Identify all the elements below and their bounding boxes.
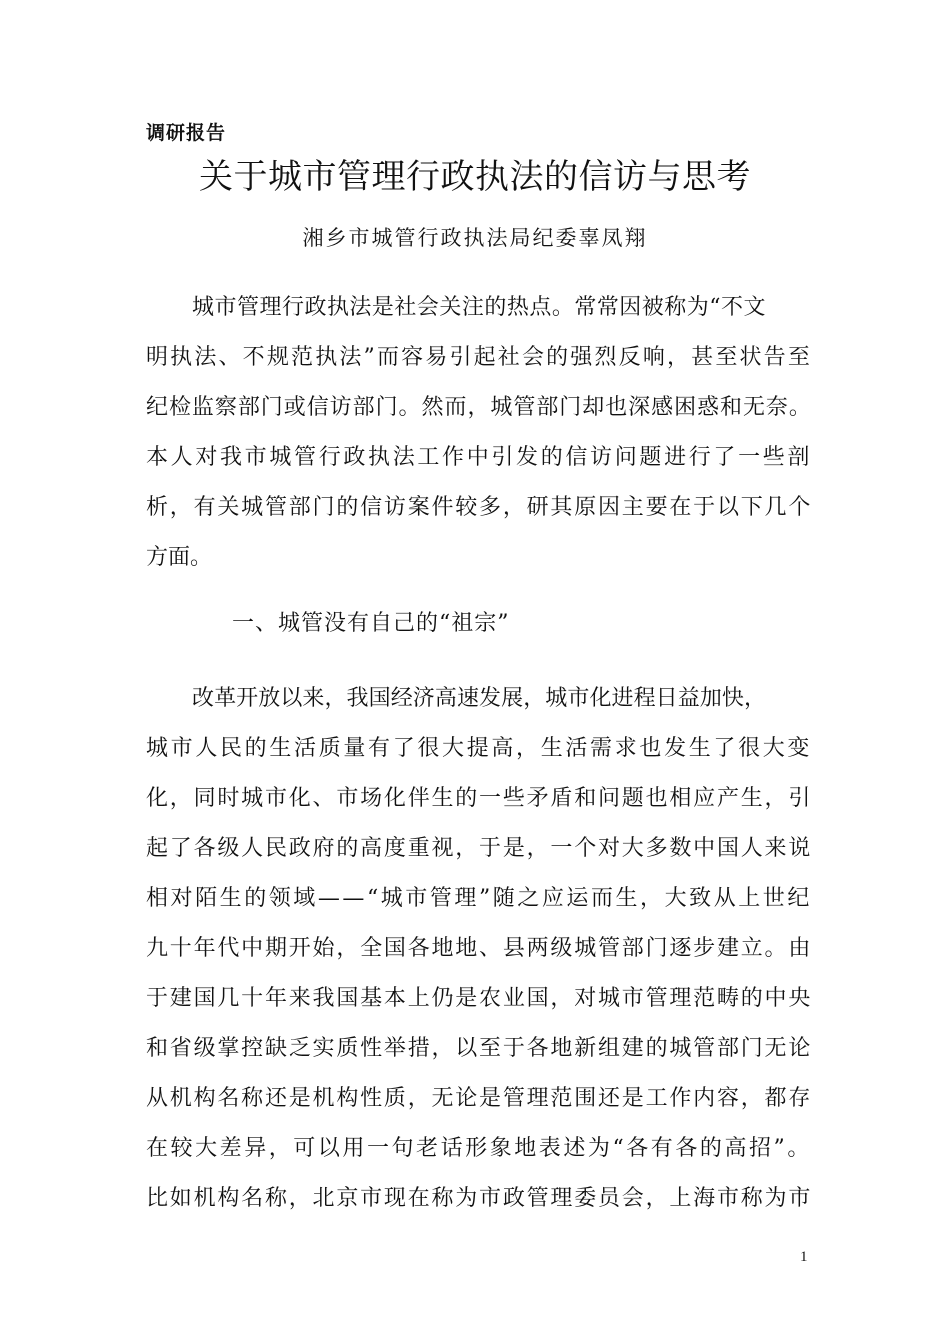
page-number: 1 [800, 1249, 808, 1265]
paragraph-line: 方面。 [146, 545, 213, 570]
paragraph-line: 明执法、不规范执法”而容易引起社会的强烈反响，甚至状告至 [146, 345, 813, 370]
paragraph-line: 析，有关城管部门的信访案件较多，研其原因主要在于以下几个 [146, 495, 813, 520]
paragraph-line: 化，同时城市化、市场化伴生的一些矛盾和问题也相应产生，引 [146, 786, 813, 811]
paragraph-line: 九十年代中期开始，全国各地地、县两级城管部门逐步建立。由 [146, 936, 813, 961]
paragraph-line: 相对陌生的领域——“城市管理”随之应运而生，大致从上世纪 [146, 886, 812, 911]
paragraph-line: 从机构名称还是机构性质，无论是管理范围还是工作内容，都存 [146, 1086, 813, 1111]
intro-paragraph [146, 283, 814, 583]
report-type-label: 调研报告 [146, 122, 227, 144]
author-line: 湘乡市城管行政执法局纪委辜凤翔 [302, 226, 648, 250]
paragraph-line: 于建国几十年来我国基本上仍是农业国，对城市管理范畴的中央 [146, 986, 813, 1011]
paragraph-line: 比如机构名称，北京市现在称为市政管理委员会，上海市称为市 [146, 1186, 813, 1211]
paragraph-line: 和省级掌控缺乏实质性举措，以至于各地新组建的城管部门无论 [146, 1036, 813, 1061]
paragraph-line: 城市人民的生活质量有了很大提高，生活需求也发生了很大变 [146, 736, 813, 761]
paragraph-line: 本人对我市城管行政执法工作中引发的信访问题进行了一些剖 [146, 445, 813, 470]
paragraph-line: 起了各级人民政府的高度重视，于是，一个对大多数中国人来说 [146, 836, 813, 861]
paragraph-line: 改革开放以来，我国经济高速发展，城市化进程日益加快， [192, 686, 767, 711]
paragraph-line: 在较大差异，可以用一句老话形象地表述为“各有各的高招”。 [146, 1136, 812, 1161]
paragraph-line: 城市管理行政执法是社会关注的热点。常常因被称为“不文 [192, 295, 766, 320]
paragraph-line: 纪检监察部门或信访部门。然而，城管部门却也深感困惑和无奈。 [146, 395, 812, 420]
document-title: 关于城市管理行政执法的信访与思考 [199, 157, 751, 197]
body-paragraph [146, 674, 814, 1224]
section-heading: 一、城管没有自己的“祖宗” [232, 611, 510, 636]
